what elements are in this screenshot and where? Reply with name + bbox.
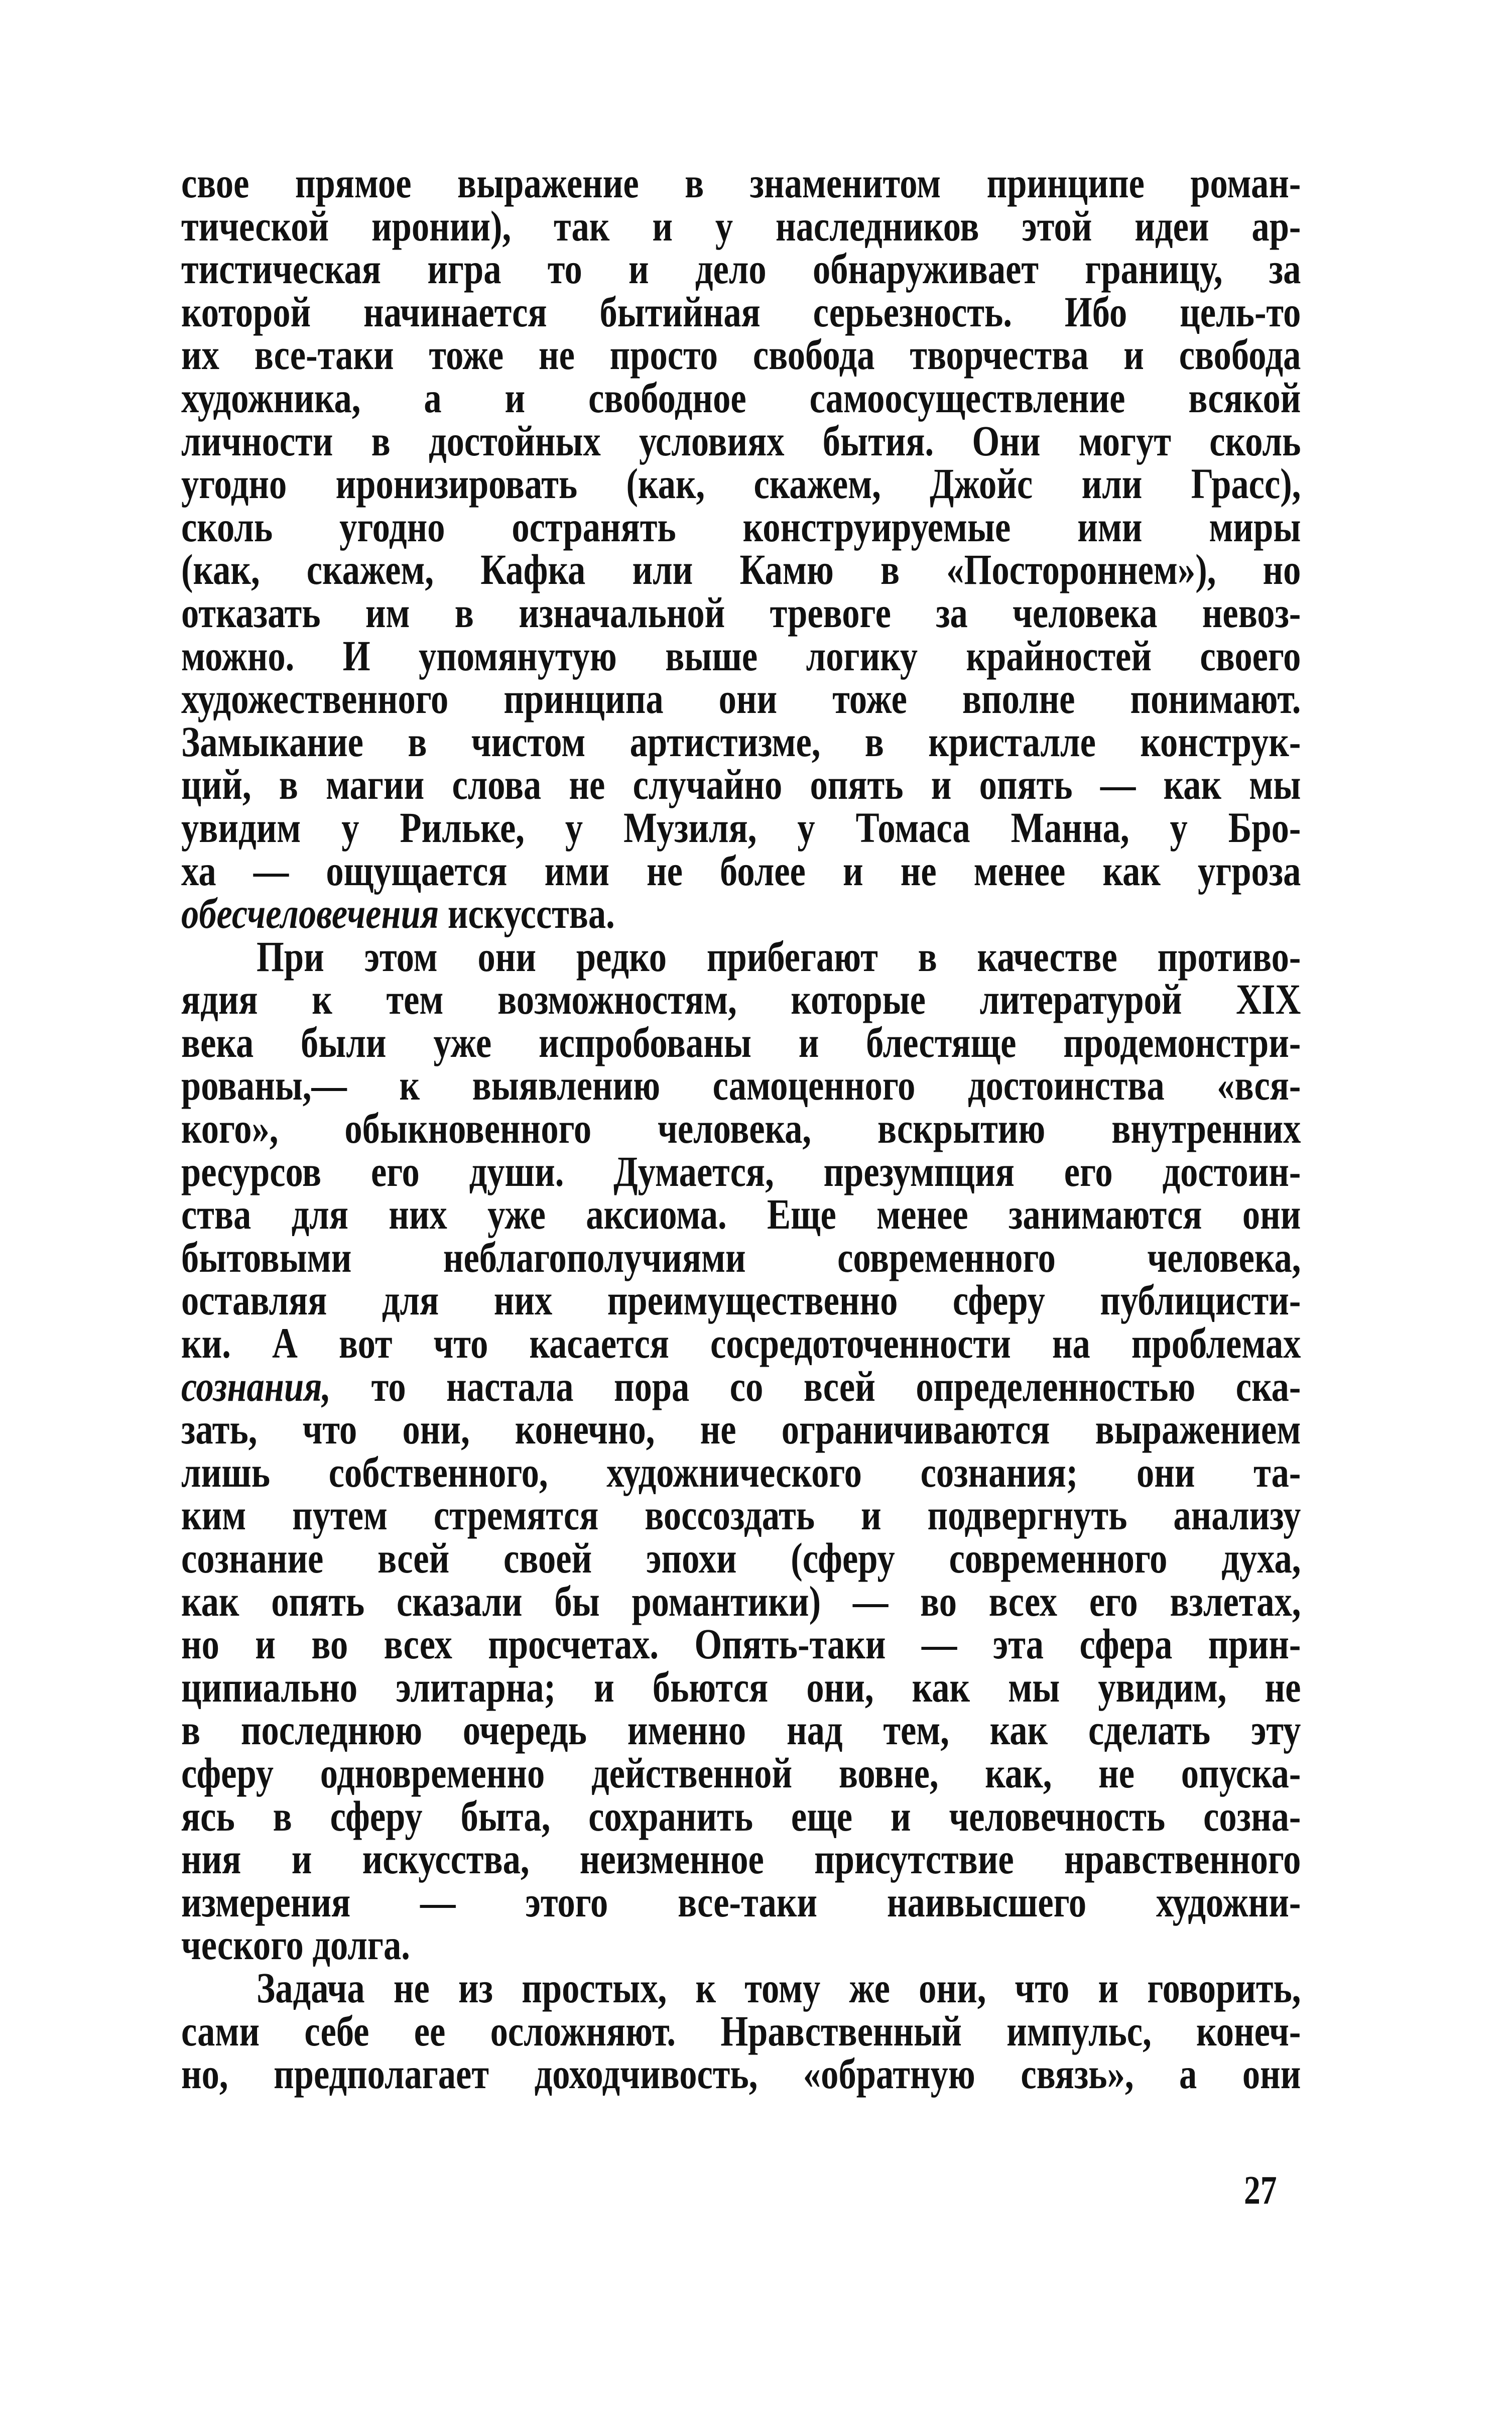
text-line [181, 674, 1301, 723]
text-run: лишь собственного, художнического сознания; они та- [181, 1448, 1301, 1496]
text-line [181, 287, 1301, 336]
text-line [181, 1319, 1301, 1368]
text-line [181, 1491, 1301, 1539]
text-run: которой начинается бытийная серьезность. Ибо цель-то [181, 287, 1301, 336]
italic-emphasis: сознания, [181, 1362, 331, 1410]
text-line [181, 760, 1301, 809]
text-run: ций, в магии слова не случайно опять и опять — как мы [181, 760, 1301, 809]
text-run: (как, скажем, Кафка или Камю в «Постороннем»), но [181, 545, 1301, 594]
text-run: художника, а и свободное самоосуществление всякой [181, 373, 1301, 422]
text-run: тистическая игра то и дело обнаруживает границу, за [181, 245, 1301, 293]
text-line [181, 1620, 1301, 1668]
text-run: ния и искусства, неизменное присутствие нравственного [181, 1835, 1301, 1883]
text-line [181, 1706, 1301, 1754]
text-run: ким путем стремятся воссоздать и подвергнуть анализу [181, 1491, 1301, 1539]
text-run: бытовыми неблагополучиями современного человека, [181, 1233, 1301, 1281]
text-run: угодно иронизировать (как, скажем, Джойс или Грасс), [181, 459, 1301, 508]
text-line [181, 932, 1301, 981]
text-line [181, 1233, 1301, 1281]
text-run: ческого долга. [181, 1920, 410, 1969]
text-run: ядия к тем возможностям, которые литературой XIX [181, 975, 1301, 1024]
text-line [181, 159, 1301, 207]
text-line [181, 1534, 1301, 1582]
text-run: Замыкание в чистом артистизме, в кристалле конструк- [181, 717, 1301, 766]
text-line [181, 1963, 1301, 2012]
text-line [181, 1362, 1301, 1410]
text-line [181, 889, 1301, 938]
text-line [181, 373, 1301, 422]
text-line [181, 459, 1301, 508]
text-line [181, 416, 1301, 465]
text-run: свое прямое выражение в знаменитом принципе роман- [181, 159, 1301, 207]
text-run: века были уже испробованы и блестяще продемонстри- [181, 1018, 1301, 1066]
text-line [181, 975, 1301, 1024]
text-line [181, 2049, 1301, 2098]
text-run: отказать им в изначальной тревоге за человека невоз- [181, 588, 1301, 637]
text-run: то настала пора со всей определенностью ска- [331, 1362, 1301, 1410]
text-run: кого», обыкновенного человека, вскрытию внутренних [181, 1104, 1301, 1153]
text-line [181, 1577, 1301, 1625]
text-line [181, 1405, 1301, 1454]
text-line [181, 1791, 1301, 1840]
page-body-text [181, 159, 1301, 2098]
text-run: искусства. [439, 889, 615, 938]
text-run: в последнюю очередь именно над тем, как сделать эту [181, 1706, 1301, 1754]
text-run: ресурсов его души. Думается, презумпция его достоин- [181, 1147, 1301, 1195]
page-number: 27 [1244, 2168, 1277, 2213]
text-run: сознание всей своей эпохи (сферу современного духа, [181, 1534, 1301, 1582]
text-line [181, 1104, 1301, 1153]
text-line [181, 1276, 1301, 1324]
text-run: ха — ощущается ими не более и не менее как угроза [181, 846, 1301, 895]
text-run: тической иронии), так и у наследников этой идеи ар- [181, 201, 1301, 250]
text-run: но, предполагает доходчивость, «обратную связь», а они [181, 2049, 1301, 2098]
text-line [181, 2006, 1301, 2055]
text-run: рованы,— к выявлению самоценного достоинства «вся- [181, 1061, 1301, 1110]
text-run: увидим у Рильке, у Музиля, у Томаса Манна, у Бро- [181, 803, 1301, 852]
text-run: сферу одновременно действенной вовне, как, не опуска- [181, 1748, 1301, 1797]
text-run: можно. И упомянутую выше логику крайностей своего [181, 631, 1301, 680]
text-line [181, 1748, 1301, 1797]
italic-emphasis: обесчеловечения [181, 889, 439, 938]
text-run: оставляя для них преимущественно сферу публицисти- [181, 1276, 1301, 1324]
text-run: сами себе ее осложняют. Нравственный импульс, конеч- [181, 2006, 1301, 2055]
text-line [181, 1190, 1301, 1239]
text-line [181, 245, 1301, 293]
text-line [181, 1147, 1301, 1195]
text-line [181, 1877, 1301, 1926]
text-line [181, 545, 1301, 594]
text-line [181, 803, 1301, 852]
text-line [181, 717, 1301, 766]
text-line [181, 1018, 1301, 1066]
text-line [181, 1920, 1301, 1969]
text-run: но и во всех просчетах. Опять-таки — эта сфера прин- [181, 1620, 1301, 1668]
text-line [181, 502, 1301, 551]
text-line [181, 588, 1301, 637]
text-line [181, 330, 1301, 379]
text-run: зать, что они, конечно, не ограничиваются выражением [181, 1405, 1301, 1454]
text-line [181, 846, 1301, 895]
text-run: При этом они редко прибегают в качестве противо- [257, 932, 1301, 981]
text-run: художественного принципа они тоже вполне понимают. [181, 674, 1301, 723]
text-run: ясь в сферу быта, сохранить еще и человечность созна- [181, 1791, 1301, 1840]
text-line [181, 1662, 1301, 1711]
text-run: сколь угодно остранять конструируемые ими миры [181, 502, 1301, 551]
text-run: личности в достойных условиях бытия. Они могут сколь [181, 416, 1301, 465]
text-run: Задача не из простых, к тому же они, что и говорить, [257, 1963, 1301, 2012]
text-run: ципиально элитарна; и бьются они, как мы увидим, не [181, 1662, 1301, 1711]
text-line [181, 201, 1301, 250]
text-line [181, 1061, 1301, 1110]
text-line [181, 631, 1301, 680]
text-run: их все-таки тоже не просто свобода творчества и свобода [181, 330, 1301, 379]
text-run: ки. А вот что касается сосредоточенности на проблемах [181, 1319, 1301, 1368]
text-run: как опять сказали бы романтики) — во всех его взлетах, [181, 1577, 1301, 1625]
text-run: ства для них уже аксиома. Еще менее занимаются они [181, 1190, 1301, 1239]
text-line [181, 1835, 1301, 1883]
text-run: измерения — этого все-таки наивысшего художни- [181, 1877, 1301, 1926]
text-line [181, 1448, 1301, 1496]
